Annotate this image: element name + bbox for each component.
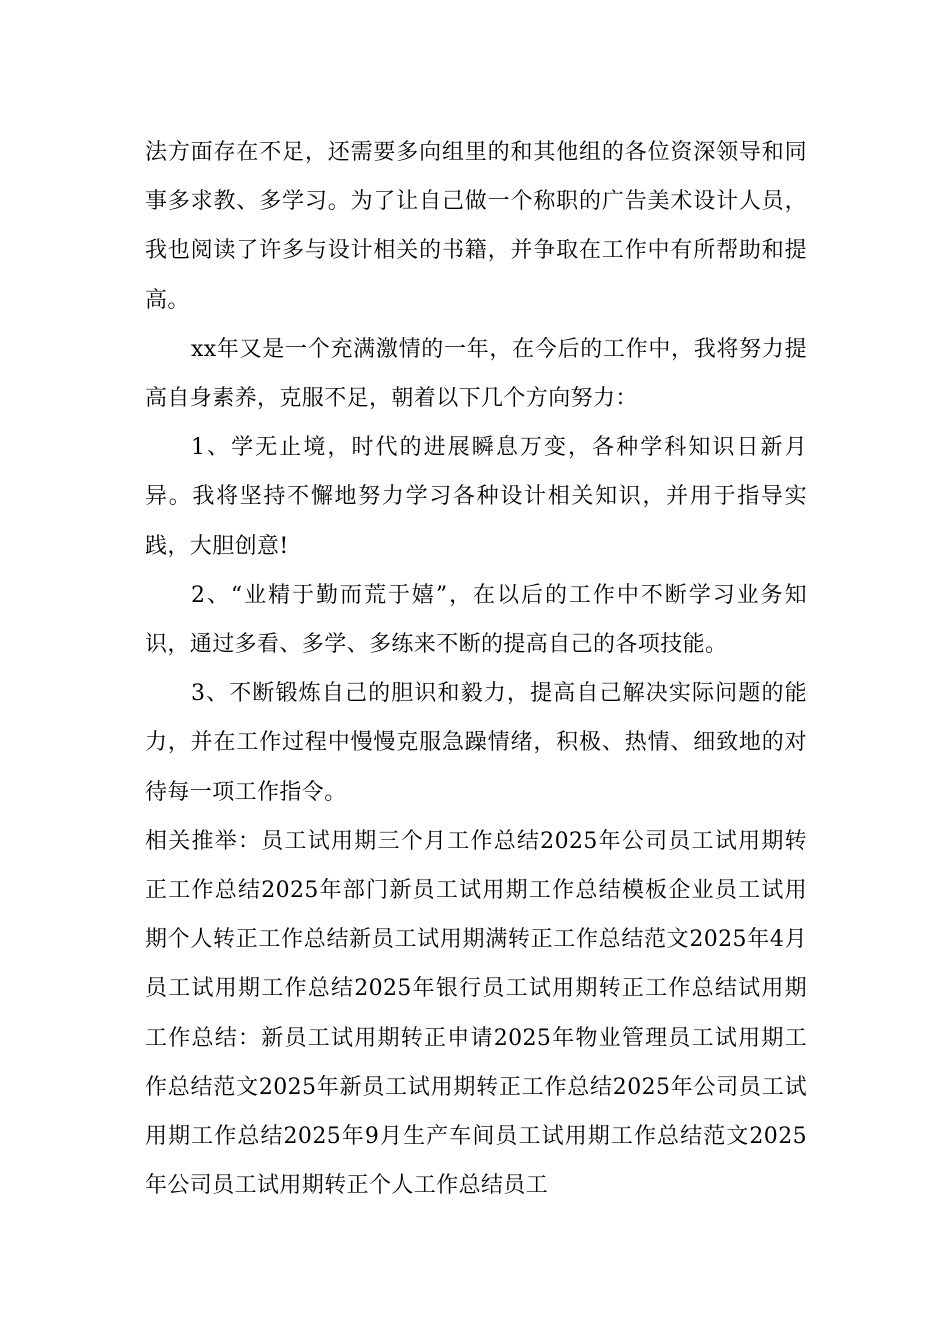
related-label: 相关推举： — [145, 828, 262, 854]
paragraph-point-3: 3、不断锻炼自己的胆识和毅力，提高自己解决实际问题的能力，并在工作过程中慢慢克服急躁情绪，积极、热情、细致地的对待每一项工作指令。 — [145, 681, 807, 805]
paragraph-outlook: xx年又是一个充满激情的一年，在今后的工作中，我将努力提高自身素养，克服不足，朝着以下几个方向努力： — [145, 336, 807, 412]
paragraph-point-1: 1、学无止境，时代的进展瞬息万变，各种学科知识日新月异。我将坚持不懈地努力学习各种设计相关知识，并用于指导实践，大胆创意! — [145, 435, 807, 559]
document-body — [145, 128, 807, 1210]
paragraph-point-2: 2、“业精于勤而荒于嬉”，在以后的工作中不断学习业务知识，通过多看、多学、多练来不断的提高自己的各项技能。 — [145, 582, 807, 658]
related-links-text[interactable]: 员工试用期三个月工作总结2025年公司员工试用期转正工作总结2025年部门新员工试用期工作总结模板企业员工试用期个人转正工作总结新员工试用期满转正工作总结范文2025年4月员工试用期工作总结2025年银行员工试用期转正工作总结试用期工作总结：新员工试用期转正申请2025年物业管理员工试用期工作总结范文2025年新员工试用期转正工作总结2025年公司员工试用期工作总结2025年9月生产车间员工试用期工作总结范文2025年公司员工试用期转正个人工作总结员工 — [145, 828, 807, 1199]
related-recommendations — [145, 817, 807, 1211]
paragraph-continuation: 法方面存在不足，还需要多向组里的和其他组的各位资深领导和同事多求教、多学习。为了让自己做一个称职的广告美术设计人员，我也阅读了许多与设计相关的书籍，并争取在工作中有所帮助和提高。 — [145, 140, 807, 313]
